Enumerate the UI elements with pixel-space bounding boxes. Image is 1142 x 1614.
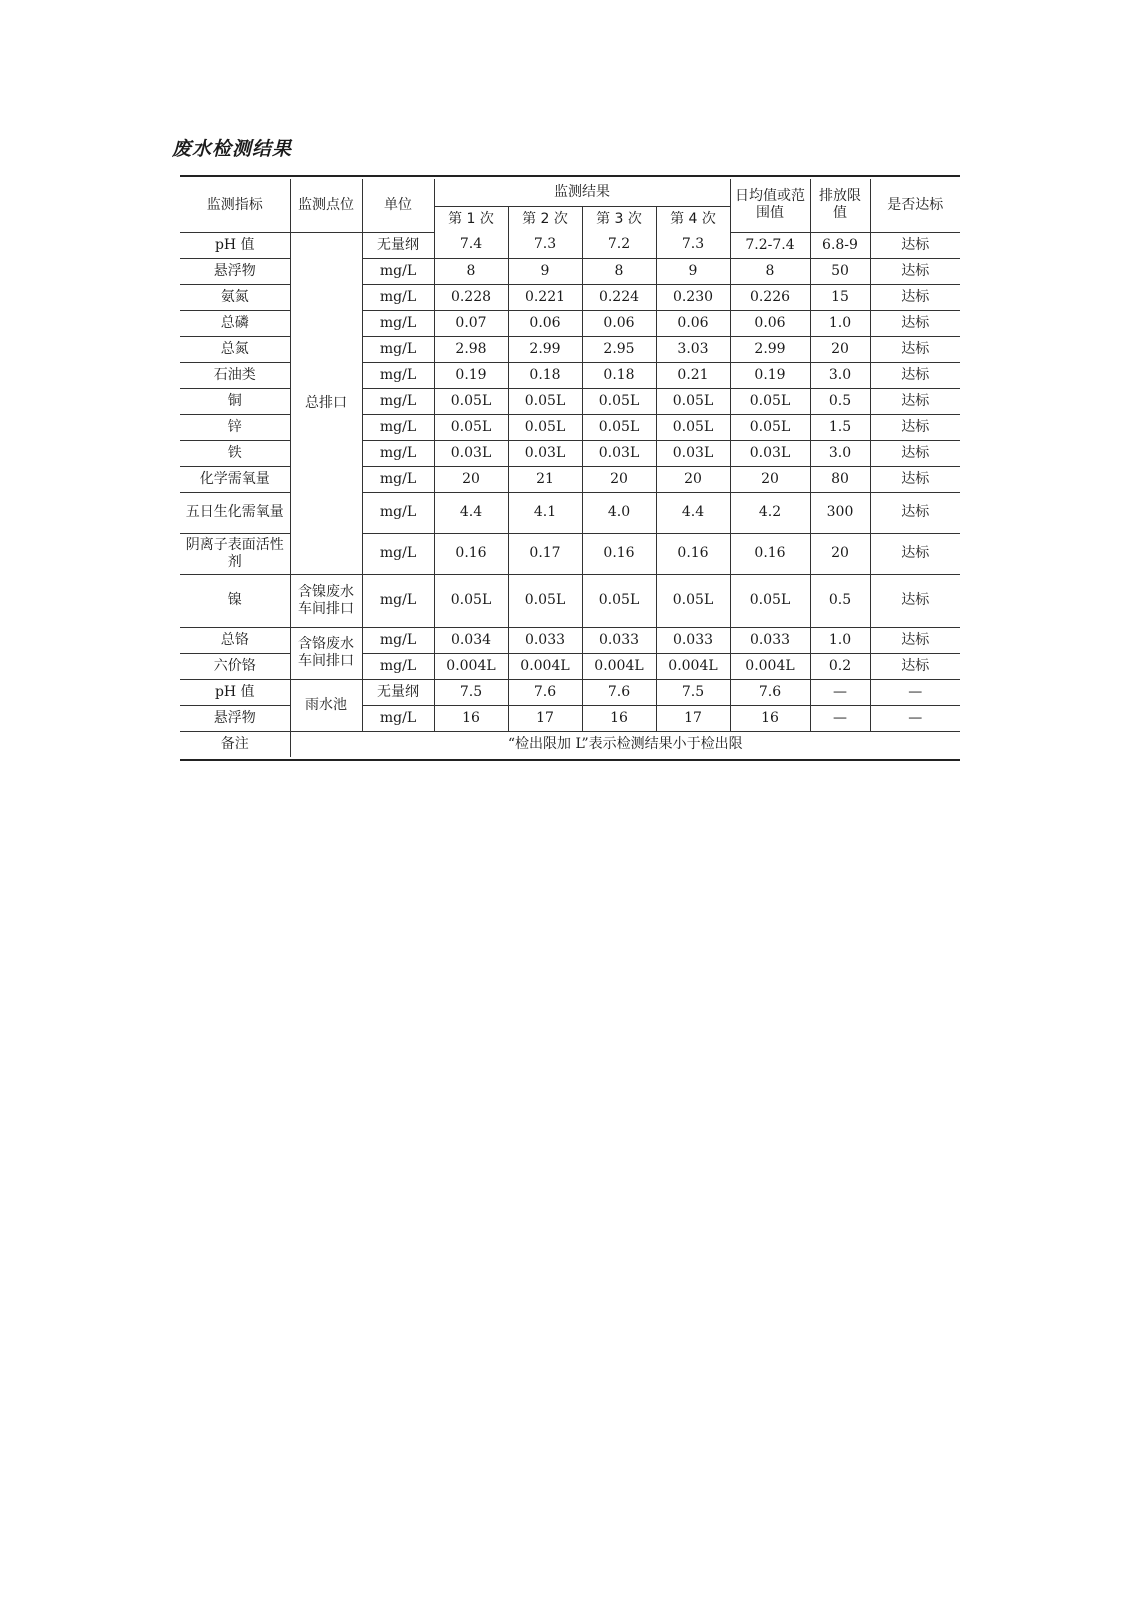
indicator-cell: 铁 — [180, 440, 290, 466]
header-results: 监测结果 — [434, 179, 730, 207]
indicator-cell: 总氮 — [180, 336, 290, 362]
compliant-cell: 达标 — [870, 284, 960, 310]
round-1-cell: 20 — [434, 466, 508, 492]
round-4-cell: 7.3 — [656, 232, 730, 258]
round-3-cell: 0.06 — [582, 310, 656, 336]
table-row — [180, 679, 960, 705]
round-2-cell: 0.033 — [508, 627, 582, 653]
round-3-cell: 8 — [582, 258, 656, 284]
results-table — [180, 179, 960, 757]
round-1-cell: 0.228 — [434, 284, 508, 310]
indicator-cell: 化学需氧量 — [180, 466, 290, 492]
unit-cell: mg/L — [362, 705, 434, 731]
header-round-2: 第 2 次 — [508, 207, 582, 233]
round-4-cell: 7.5 — [656, 679, 730, 705]
round-3-cell: 0.16 — [582, 533, 656, 574]
round-2-cell: 0.05L — [508, 388, 582, 414]
limit-cell: 0.2 — [810, 653, 870, 679]
limit-cell: 20 — [810, 336, 870, 362]
daily-cell: 0.06 — [730, 310, 810, 336]
round-1-cell: 4.4 — [434, 492, 508, 533]
round-3-cell: 0.03L — [582, 440, 656, 466]
compliant-cell: 达标 — [870, 232, 960, 258]
round-4-cell: 0.033 — [656, 627, 730, 653]
header-unit: 单位 — [362, 179, 434, 232]
round-4-cell: 20 — [656, 466, 730, 492]
round-2-cell: 0.221 — [508, 284, 582, 310]
daily-cell: 0.19 — [730, 362, 810, 388]
compliant-cell: 达标 — [870, 414, 960, 440]
site-cell-rain-pool: 雨水池 — [290, 679, 362, 731]
compliant-cell: 达标 — [870, 533, 960, 574]
limit-cell: 80 — [810, 466, 870, 492]
table-row — [180, 232, 960, 258]
round-4-cell: 0.16 — [656, 533, 730, 574]
indicator-cell: pH 值 — [180, 232, 290, 258]
indicator-cell: pH 值 — [180, 679, 290, 705]
round-1-cell: 2.98 — [434, 336, 508, 362]
header-compliant: 是否达标 — [870, 179, 960, 232]
site-cell-nickel-outlet: 含镍废水车间排口 — [290, 574, 362, 627]
compliant-cell: — — [870, 705, 960, 731]
round-1-cell: 0.03L — [434, 440, 508, 466]
round-2-cell: 0.004L — [508, 653, 582, 679]
unit-cell: mg/L — [362, 258, 434, 284]
unit-cell: mg/L — [362, 336, 434, 362]
round-4-cell: 0.06 — [656, 310, 730, 336]
round-1-cell: 0.004L — [434, 653, 508, 679]
round-3-cell: 4.0 — [582, 492, 656, 533]
round-4-cell: 0.05L — [656, 388, 730, 414]
limit-cell: 1.5 — [810, 414, 870, 440]
round-3-cell: 0.033 — [582, 627, 656, 653]
results-table-frame — [180, 175, 960, 761]
limit-cell: 0.5 — [810, 388, 870, 414]
round-1-cell: 8 — [434, 258, 508, 284]
compliant-cell: 达标 — [870, 388, 960, 414]
limit-cell: 0.5 — [810, 574, 870, 627]
round-2-cell: 17 — [508, 705, 582, 731]
daily-cell: 4.2 — [730, 492, 810, 533]
limit-cell: 300 — [810, 492, 870, 533]
round-2-cell: 2.99 — [508, 336, 582, 362]
daily-cell: 16 — [730, 705, 810, 731]
indicator-cell: 总磷 — [180, 310, 290, 336]
daily-cell: 7.6 — [730, 679, 810, 705]
round-2-cell: 0.05L — [508, 414, 582, 440]
round-2-cell: 0.17 — [508, 533, 582, 574]
round-4-cell: 0.03L — [656, 440, 730, 466]
compliant-cell: — — [870, 679, 960, 705]
round-1-cell: 0.07 — [434, 310, 508, 336]
round-1-cell: 16 — [434, 705, 508, 731]
round-3-cell: 0.004L — [582, 653, 656, 679]
round-1-cell: 0.034 — [434, 627, 508, 653]
site-cell-main-outlet: 总排口 — [290, 232, 362, 574]
limit-cell: — — [810, 705, 870, 731]
limit-cell: 3.0 — [810, 362, 870, 388]
daily-cell: 0.226 — [730, 284, 810, 310]
compliant-cell: 达标 — [870, 440, 960, 466]
unit-cell: 无量纲 — [362, 232, 434, 258]
round-3-cell: 0.224 — [582, 284, 656, 310]
site-cell-chrome-outlet: 含铬废水车间排口 — [290, 627, 362, 679]
header-site: 监测点位 — [290, 179, 362, 232]
compliant-cell: 达标 — [870, 258, 960, 284]
daily-cell: 0.05L — [730, 414, 810, 440]
compliant-cell: 达标 — [870, 627, 960, 653]
limit-cell: 20 — [810, 533, 870, 574]
round-3-cell: 7.6 — [582, 679, 656, 705]
round-2-cell: 0.05L — [508, 574, 582, 627]
round-3-cell: 7.2 — [582, 232, 656, 258]
unit-cell: mg/L — [362, 414, 434, 440]
limit-cell: 6.8-9 — [810, 232, 870, 258]
round-3-cell: 0.18 — [582, 362, 656, 388]
round-1-cell: 7.5 — [434, 679, 508, 705]
round-2-cell: 0.06 — [508, 310, 582, 336]
indicator-cell: 悬浮物 — [180, 705, 290, 731]
round-2-cell: 0.03L — [508, 440, 582, 466]
unit-cell: mg/L — [362, 440, 434, 466]
remark-label: 备注 — [180, 731, 290, 757]
daily-cell: 20 — [730, 466, 810, 492]
round-1-cell: 7.4 — [434, 232, 508, 258]
round-4-cell: 0.21 — [656, 362, 730, 388]
header-indicator: 监测指标 — [180, 179, 290, 232]
unit-cell: mg/L — [362, 362, 434, 388]
round-2-cell: 9 — [508, 258, 582, 284]
table-row — [180, 574, 960, 627]
indicator-cell: 石油类 — [180, 362, 290, 388]
round-1-cell: 0.05L — [434, 414, 508, 440]
round-2-cell: 7.6 — [508, 679, 582, 705]
daily-cell: 0.05L — [730, 388, 810, 414]
daily-cell: 0.004L — [730, 653, 810, 679]
daily-cell: 7.2-7.4 — [730, 232, 810, 258]
remark-text: “检出限加 L”表示检测结果小于检出限 — [290, 731, 960, 757]
round-1-cell: 0.05L — [434, 574, 508, 627]
round-4-cell: 3.03 — [656, 336, 730, 362]
daily-cell: 0.03L — [730, 440, 810, 466]
round-3-cell: 0.05L — [582, 414, 656, 440]
compliant-cell: 达标 — [870, 466, 960, 492]
round-2-cell: 0.18 — [508, 362, 582, 388]
daily-cell: 0.033 — [730, 627, 810, 653]
indicator-cell: 五日生化需氧量 — [180, 492, 290, 533]
header-round-3: 第 3 次 — [582, 207, 656, 233]
daily-cell: 0.05L — [730, 574, 810, 627]
round-4-cell: 0.05L — [656, 414, 730, 440]
round-4-cell: 0.004L — [656, 653, 730, 679]
indicator-cell: 镍 — [180, 574, 290, 627]
compliant-cell: 达标 — [870, 310, 960, 336]
unit-cell: mg/L — [362, 388, 434, 414]
limit-cell: — — [810, 679, 870, 705]
round-3-cell: 0.05L — [582, 388, 656, 414]
compliant-cell: 达标 — [870, 574, 960, 627]
compliant-cell: 达标 — [870, 362, 960, 388]
round-2-cell: 7.3 — [508, 232, 582, 258]
unit-cell: mg/L — [362, 310, 434, 336]
unit-cell: mg/L — [362, 492, 434, 533]
header-limit: 排放限值 — [810, 179, 870, 232]
round-1-cell: 0.16 — [434, 533, 508, 574]
unit-cell: 无量纲 — [362, 679, 434, 705]
limit-cell: 15 — [810, 284, 870, 310]
round-3-cell: 2.95 — [582, 336, 656, 362]
indicator-cell: 悬浮物 — [180, 258, 290, 284]
round-3-cell: 20 — [582, 466, 656, 492]
unit-cell: mg/L — [362, 466, 434, 492]
indicator-cell: 阴离子表面活性剂 — [180, 533, 290, 574]
round-2-cell: 4.1 — [508, 492, 582, 533]
round-4-cell: 0.05L — [656, 574, 730, 627]
round-4-cell: 0.230 — [656, 284, 730, 310]
limit-cell: 1.0 — [810, 310, 870, 336]
unit-cell: mg/L — [362, 533, 434, 574]
unit-cell: mg/L — [362, 653, 434, 679]
round-2-cell: 21 — [508, 466, 582, 492]
indicator-cell: 总铬 — [180, 627, 290, 653]
table-row — [180, 627, 960, 653]
page-title: 废水检测结果 — [172, 138, 293, 160]
daily-cell: 0.16 — [730, 533, 810, 574]
round-1-cell: 0.05L — [434, 388, 508, 414]
unit-cell: mg/L — [362, 627, 434, 653]
header-daily: 日均值或范围值 — [730, 179, 810, 232]
remark-row — [180, 731, 960, 757]
daily-cell: 2.99 — [730, 336, 810, 362]
header-round-1: 第 1 次 — [434, 207, 508, 233]
indicator-cell: 六价铬 — [180, 653, 290, 679]
indicator-cell: 氨氮 — [180, 284, 290, 310]
unit-cell: mg/L — [362, 284, 434, 310]
round-4-cell: 4.4 — [656, 492, 730, 533]
limit-cell: 50 — [810, 258, 870, 284]
daily-cell: 8 — [730, 258, 810, 284]
round-1-cell: 0.19 — [434, 362, 508, 388]
unit-cell: mg/L — [362, 574, 434, 627]
round-3-cell: 16 — [582, 705, 656, 731]
compliant-cell: 达标 — [870, 653, 960, 679]
header-round-4: 第 4 次 — [656, 207, 730, 233]
compliant-cell: 达标 — [870, 492, 960, 533]
round-4-cell: 17 — [656, 705, 730, 731]
round-3-cell: 0.05L — [582, 574, 656, 627]
compliant-cell: 达标 — [870, 336, 960, 362]
round-4-cell: 9 — [656, 258, 730, 284]
indicator-cell: 锌 — [180, 414, 290, 440]
limit-cell: 1.0 — [810, 627, 870, 653]
limit-cell: 3.0 — [810, 440, 870, 466]
indicator-cell: 铜 — [180, 388, 290, 414]
